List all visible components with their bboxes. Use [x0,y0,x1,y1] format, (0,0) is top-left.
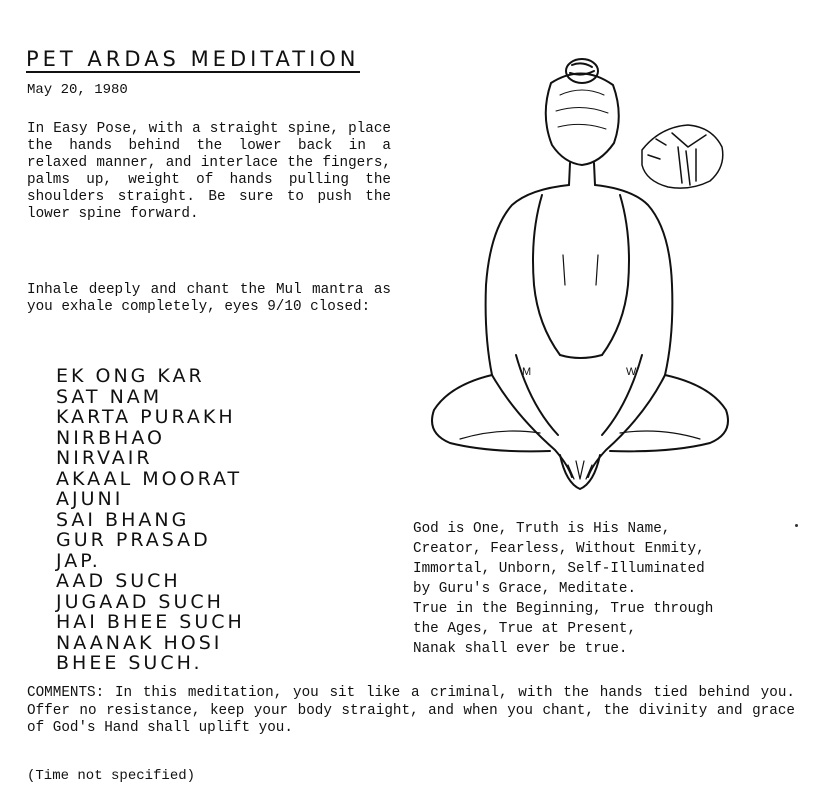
mantra-line: NIRBHAO [56,426,165,449]
breath-instructions: Inhale deeply and chant the Mul mantra as you exhale completely, eyes 9/10 closed: [27,282,391,315]
mantra-line: NAANAK HOSI [56,631,223,654]
translation-line: the Ages, True at Present, [413,621,637,637]
translation-line: Immortal, Unborn, Self-Illuminated [413,561,705,577]
seated-figure-drawing [432,59,728,489]
mantra-line: HAI BHEE SUCH [56,611,245,633]
arm-mark-left: M [522,366,532,378]
time-note: (Time not specified) [27,768,196,784]
translation-line: by Guru's Grace, Meditate. [413,581,637,597]
mantra-line: AAD SUCH [56,570,181,592]
mantra-line: BHEE SUCH. [56,652,203,674]
mantra-line: JAP. [56,549,101,572]
date: May 20, 1980 [27,82,128,98]
translation-line: Creator, Fearless, Without Enmity, [413,541,705,557]
mantra-line: EK ONG KAR [56,365,205,387]
mantra-line: SAI BHANG [56,508,190,531]
mantra-line: NIRVAIR [56,447,153,469]
mantra-line: GUR PRASAD [56,529,211,551]
mantra-line: AKAAL MOORAT [56,467,243,490]
mantra-line: AJUNI [56,488,124,510]
mantra-list [56,366,245,674]
page-title: PET ARDAS MEDITATION [26,47,360,71]
interlaced-hands-inset [642,125,723,188]
mantra-translation [413,519,813,659]
translation-line: Nanak shall ever be true. [413,641,628,657]
meditation-pose-illustration [420,55,740,495]
arm-mark-right: W [626,366,637,378]
mantra-line: SAT NAM [56,385,163,408]
mantra-line: JUGAAD SUCH [56,590,224,613]
comments: COMMENTS: In this meditation, you sit like a criminal, with the hands tied behind you. Offer no resistance, keep your body straight, and when you chant, the divinity and grace of God's Hand shall uplift you. [27,685,795,736]
translation-line: True in the Beginning, True through [413,601,714,617]
translation-line: God is One, Truth is His Name, [413,521,671,537]
posture-instructions: In Easy Pose, with a straight spine, place the hands behind the lower back in a relaxed manner, and interlace the fingers, palms up, weight of hands pulling the shoulders straight. Be sure to push the lower spine forward. [27,121,391,222]
mantra-line: KARTA PURAKH [56,406,236,428]
